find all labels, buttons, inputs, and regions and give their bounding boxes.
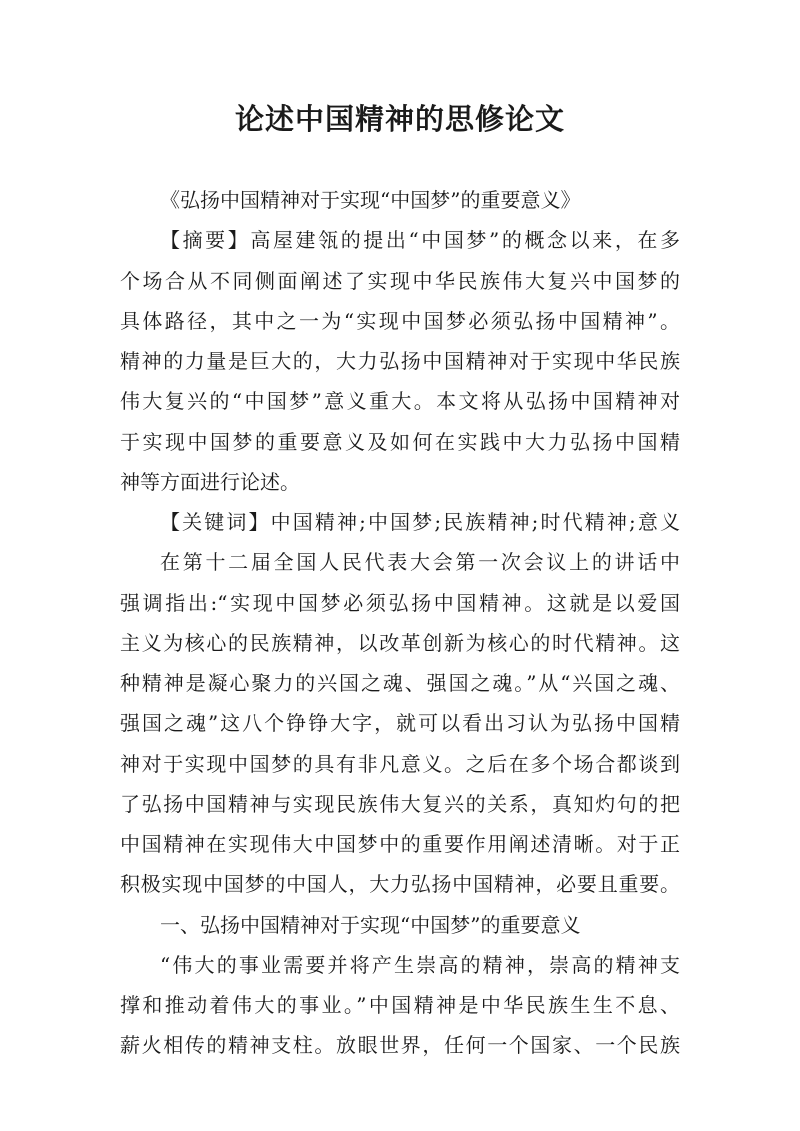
document-title: 论述中国精神的思修论文: [234, 102, 565, 136]
abstract-line: 神等方面进行论述。: [120, 469, 300, 494]
paragraph-line: 积极实现中国梦的中国人，大力弘扬中国精神，必要且重要。: [120, 872, 680, 897]
paragraph-line: 了弘扬中国精神与实现民族伟大复兴的关系，真知灼句的把: [120, 791, 680, 816]
paragraph-line: 种精神是凝心聚力的兴国之魂、强国之魂。”从“兴国之魂、: [120, 671, 680, 695]
paragraph-line: 强国之魂”这八个铮铮大字，就可以看出习认为弘扬中国精: [120, 711, 680, 736]
document-body: [120, 180, 680, 1066]
abstract-line: 具体路径，其中之一为“实现中国梦必须弘扬中国精神”。: [120, 308, 680, 333]
section-heading: 一、弘扬中国精神对于实现“中国梦”的重要意义: [160, 912, 581, 937]
abstract-line: 于实现中国梦的重要意义及如何在实践中大力弘扬中国精: [120, 429, 680, 454]
keywords-line: 【关键词】中国精神;中国梦;民族精神;时代精神;意义: [160, 510, 680, 534]
paragraph-line: 在第十二届全国人民代表大会第一次会议上的讲话中: [160, 550, 680, 575]
paragraph-line: 薪火相传的精神支柱。放眼世界，任何一个国家、一个民族: [120, 1033, 680, 1058]
paragraph-line: “伟大的事业需要并将产生崇高的精神，崇高的精神支: [160, 952, 680, 977]
paragraph-line: 强调指出:“实现中国梦必须弘扬中国精神。这就是以爱国: [120, 590, 680, 615]
subtitle-line: 《弘扬中国精神对于实现“中国梦”的重要意义》: [160, 188, 581, 212]
abstract-line: 【摘要】高屋建瓴的提出“中国梦”的概念以来，在多: [160, 228, 680, 253]
abstract-line: 个场合从不同侧面阐述了实现中华民族伟大复兴中国梦的: [120, 268, 680, 293]
paragraph-line: 神对于实现中国梦的具有非凡意义。之后在多个场合都谈到: [120, 751, 680, 776]
paragraph-line: 撑和推动着伟大的事业。”中国精神是中华民族生生不息、: [120, 993, 680, 1017]
abstract-line: 伟大复兴的“中国梦”意义重大。本文将从弘扬中国精神对: [120, 389, 680, 414]
paragraph-line: 中国精神在实现伟大中国梦中的重要作用阐述清晰。对于正: [120, 832, 680, 856]
abstract-line: 精神的力量是巨大的，大力弘扬中国精神对于实现中华民族: [120, 349, 680, 373]
paragraph-line: 主义为核心的民族精神，以改革创新为核心的时代精神。这: [120, 630, 680, 655]
